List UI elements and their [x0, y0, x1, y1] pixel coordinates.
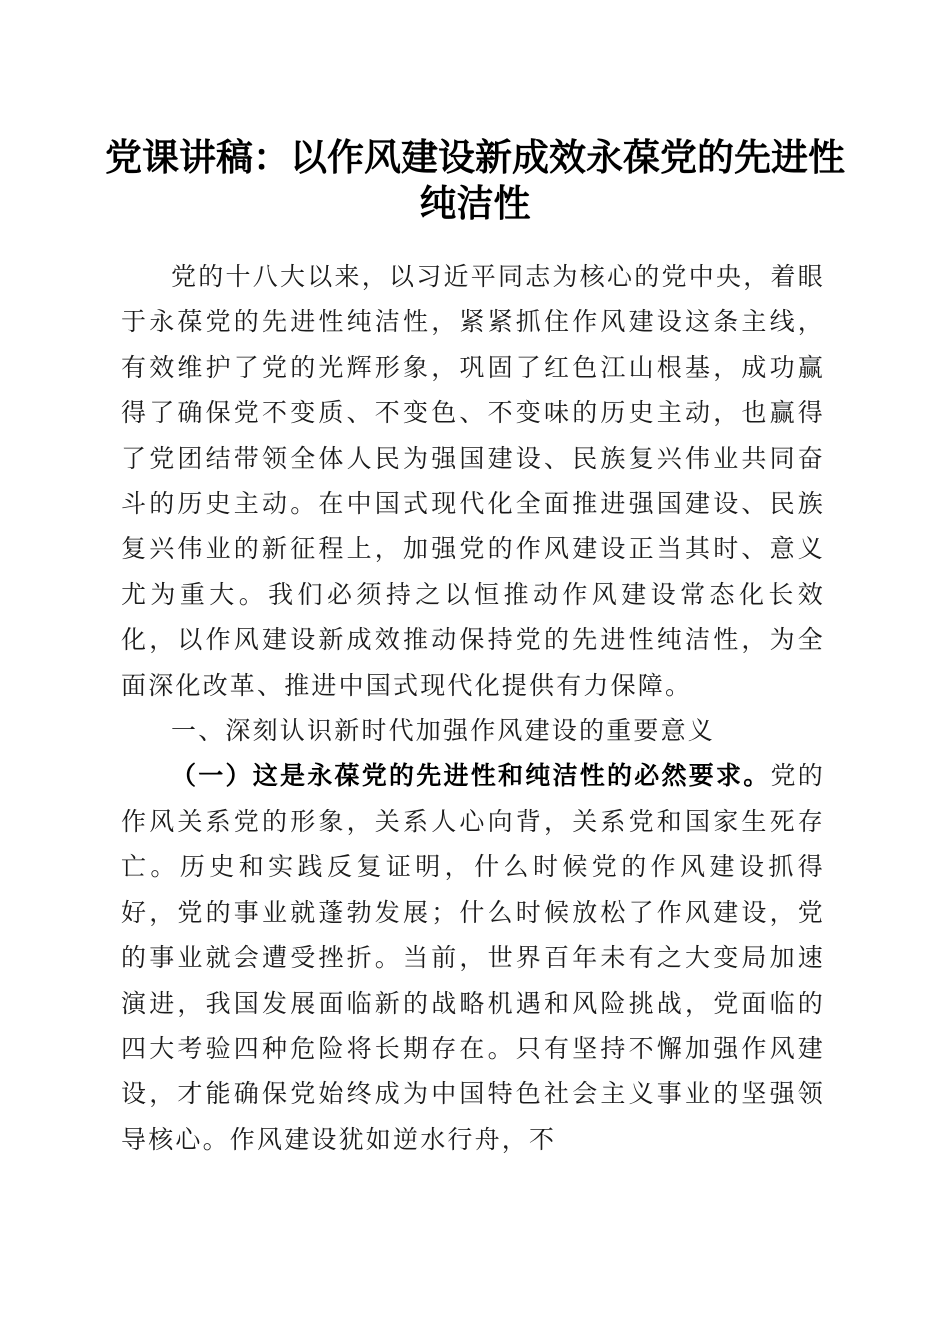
- subsection-lead: （一）这是永葆党的先进性和纯洁性的必然要求。: [171, 761, 771, 791]
- document-body: [121, 254, 825, 1162]
- intro-paragraph: 党的十八大以来，以习近平同志为核心的党中央，着眼于永葆党的先进性纯洁性，紧紧抓住作风建设这条主线，有效维护了党的光辉形象，巩固了红色江山根基，成功赢得了确保党不变质、不变色、不变味的历史主动，也赢得了党团结带领全体人民为强国建设、民族复兴伟业共同奋斗的历史主动。在中国式现代化全面推进强国建设、民族复兴伟业的新征程上，加强党的作风建设正当其时、意义尤为重大。我们必须持之以恒推动作风建设常态化长效化，以作风建设新成效推动保持党的先进性纯洁性，为全面深化改革、推进中国式现代化提供有力保障。: [121, 262, 825, 700]
- title-line-1: 党课讲稿：以作风建设新成效永葆党的先进性: [105, 135, 845, 179]
- title-line-2: 纯洁性: [419, 181, 531, 225]
- subsection-paragraph: [121, 753, 825, 1162]
- document-title: [100, 134, 850, 226]
- section-heading: 一、深刻认识新时代加强作风建设的重要意义: [171, 716, 716, 746]
- subsection-body: 党的作风关系党的形象，关系人心向背，关系党和国家生死存亡。历史和实践反复证明，什么时候党的作风建设抓得好，党的事业就蓬勃发展；什么时候放松了作风建设，党的事业就会遭受挫折。当前，世界百年未有之大变局加速演进，我国发展面临新的战略机遇和风险挑战，党面临的四大考验四种危险将长期存在。只有坚持不懈加强作风建设，才能确保党始终成为中国特色社会主义事业的坚强领导核心。作风建设犹如逆水行舟，不: [121, 761, 825, 1154]
